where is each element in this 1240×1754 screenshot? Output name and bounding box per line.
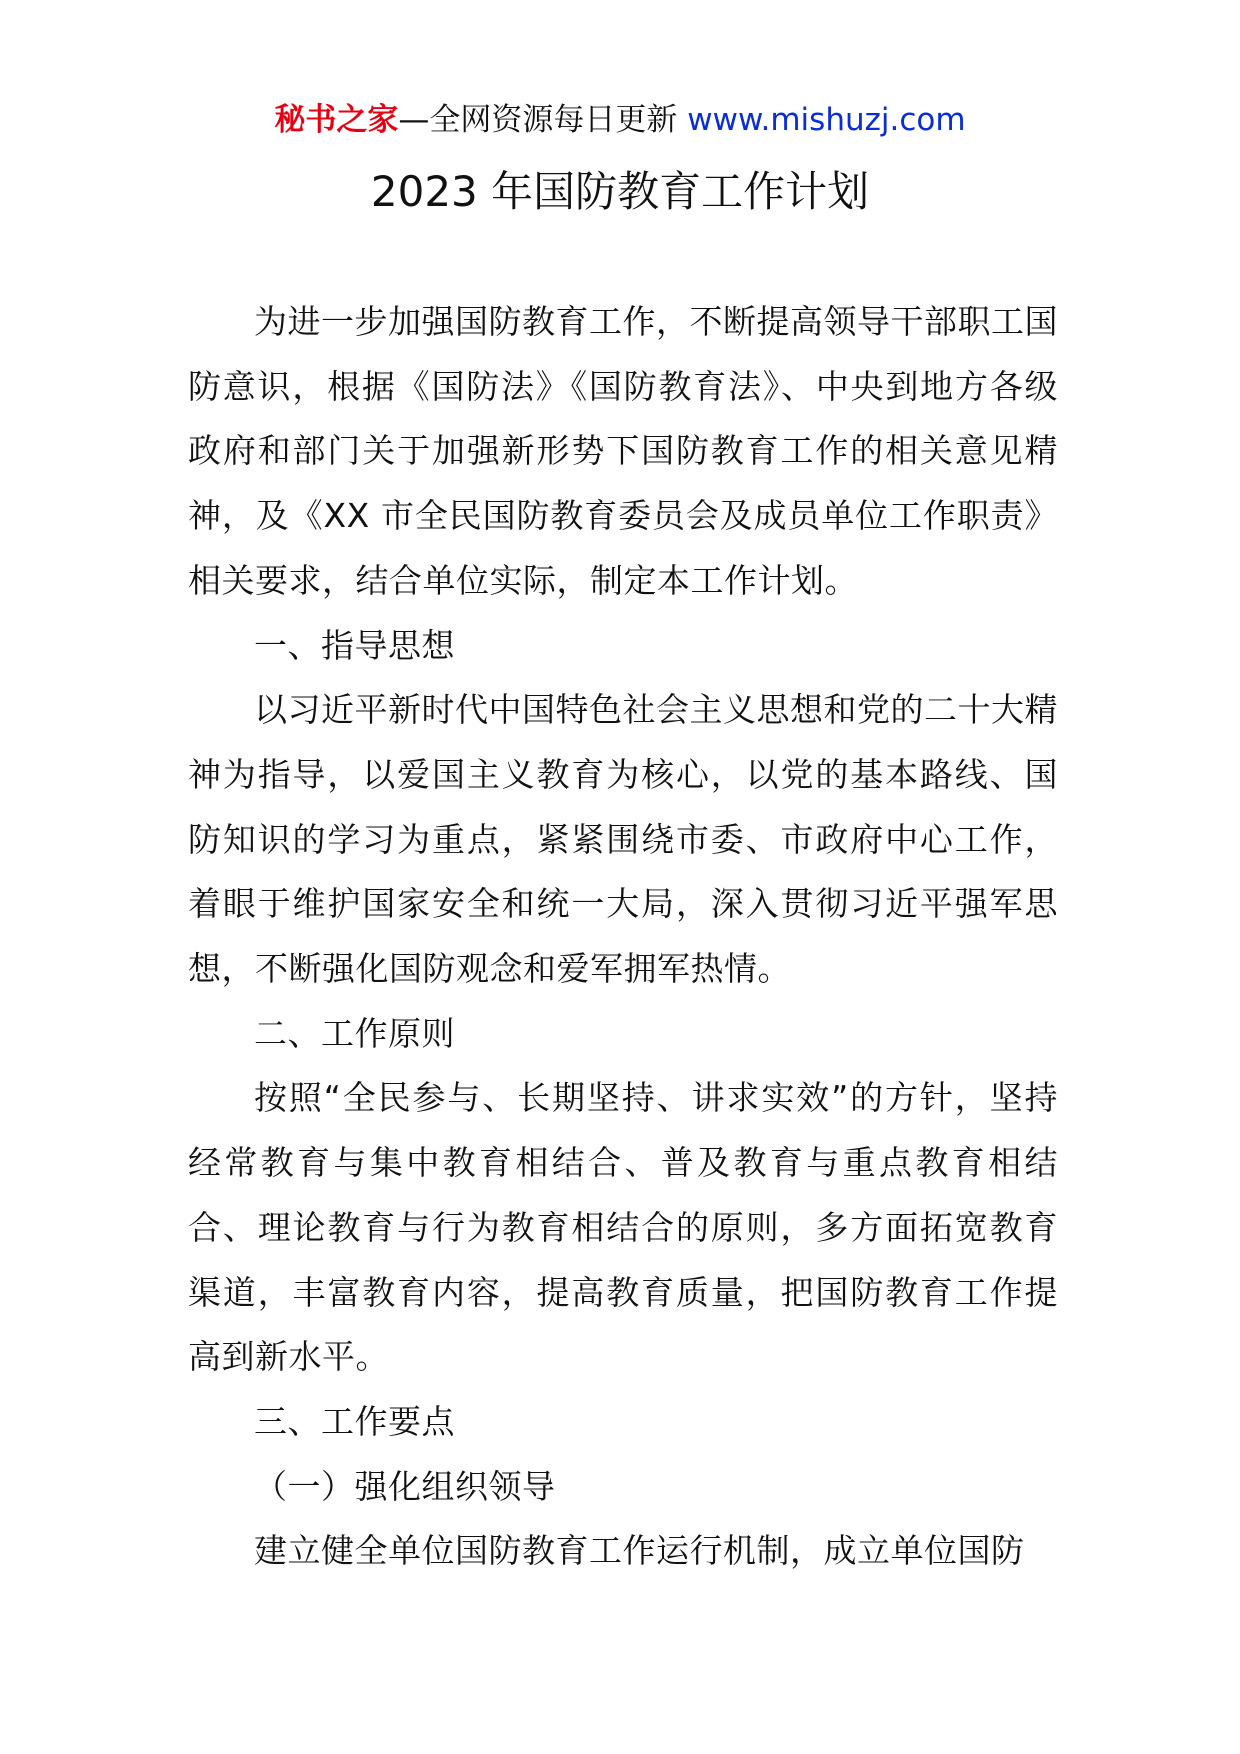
section-heading-guiding-ideology: 一、指导思想 bbox=[254, 625, 455, 665]
document-title: 2023 年国防教育工作计划 bbox=[370, 167, 870, 216]
site-brand: 秘书之家 bbox=[274, 102, 399, 138]
site-url-link[interactable]: www.mishuzj.com bbox=[687, 102, 966, 138]
work-principles-paragraph: 按照“全民参与、长期坚持、讲求实效”的方针，坚持经常教育与集中教育相结合、普及教育与重点教育相结合、理论教育与行为教育相结合的原则，多方面拓宽教育渠道，丰富教育内容，提高教育质量，把国防教育工作提高到新水平。 bbox=[188, 1078, 1058, 1377]
site-slogan: —全网资源每日更新 bbox=[398, 102, 688, 138]
section-heading-work-principles: 二、工作原则 bbox=[254, 1013, 455, 1053]
document-body bbox=[188, 290, 1058, 1584]
guiding-ideology-paragraph: 以习近平新时代中国特色社会主义思想和党的二十大精神为指导，以爱国主义教育为核心，以党的基本路线、国防知识的学习为重点，紧紧围绕市委、市政府中心工作，着眼于维护国家安全和统一大局，深入贯彻习近平强军思想，不断强化国防观念和爱军拥军热情。 bbox=[188, 690, 1058, 989]
intro-paragraph: 为进一步加强国防教育工作，不断提高领导干部职工国防意识，根据《国防法》《国防教育法》、中央到地方各级政府和部门关于加强新形势下国防教育工作的相关意见精神，及《XX 市全民国防教育委员会及成员单位工作职责》相关要求，结合单位实际，制定本工作计划。 bbox=[188, 302, 1058, 600]
organization-paragraph: 建立健全单位国防教育工作运行机制，成立单位国防 bbox=[254, 1531, 1025, 1571]
subsection-heading-organization: （一）强化组织领导 bbox=[254, 1466, 556, 1506]
section-heading-work-points: 三、工作要点 bbox=[254, 1401, 455, 1441]
site-header bbox=[0, 98, 1240, 142]
